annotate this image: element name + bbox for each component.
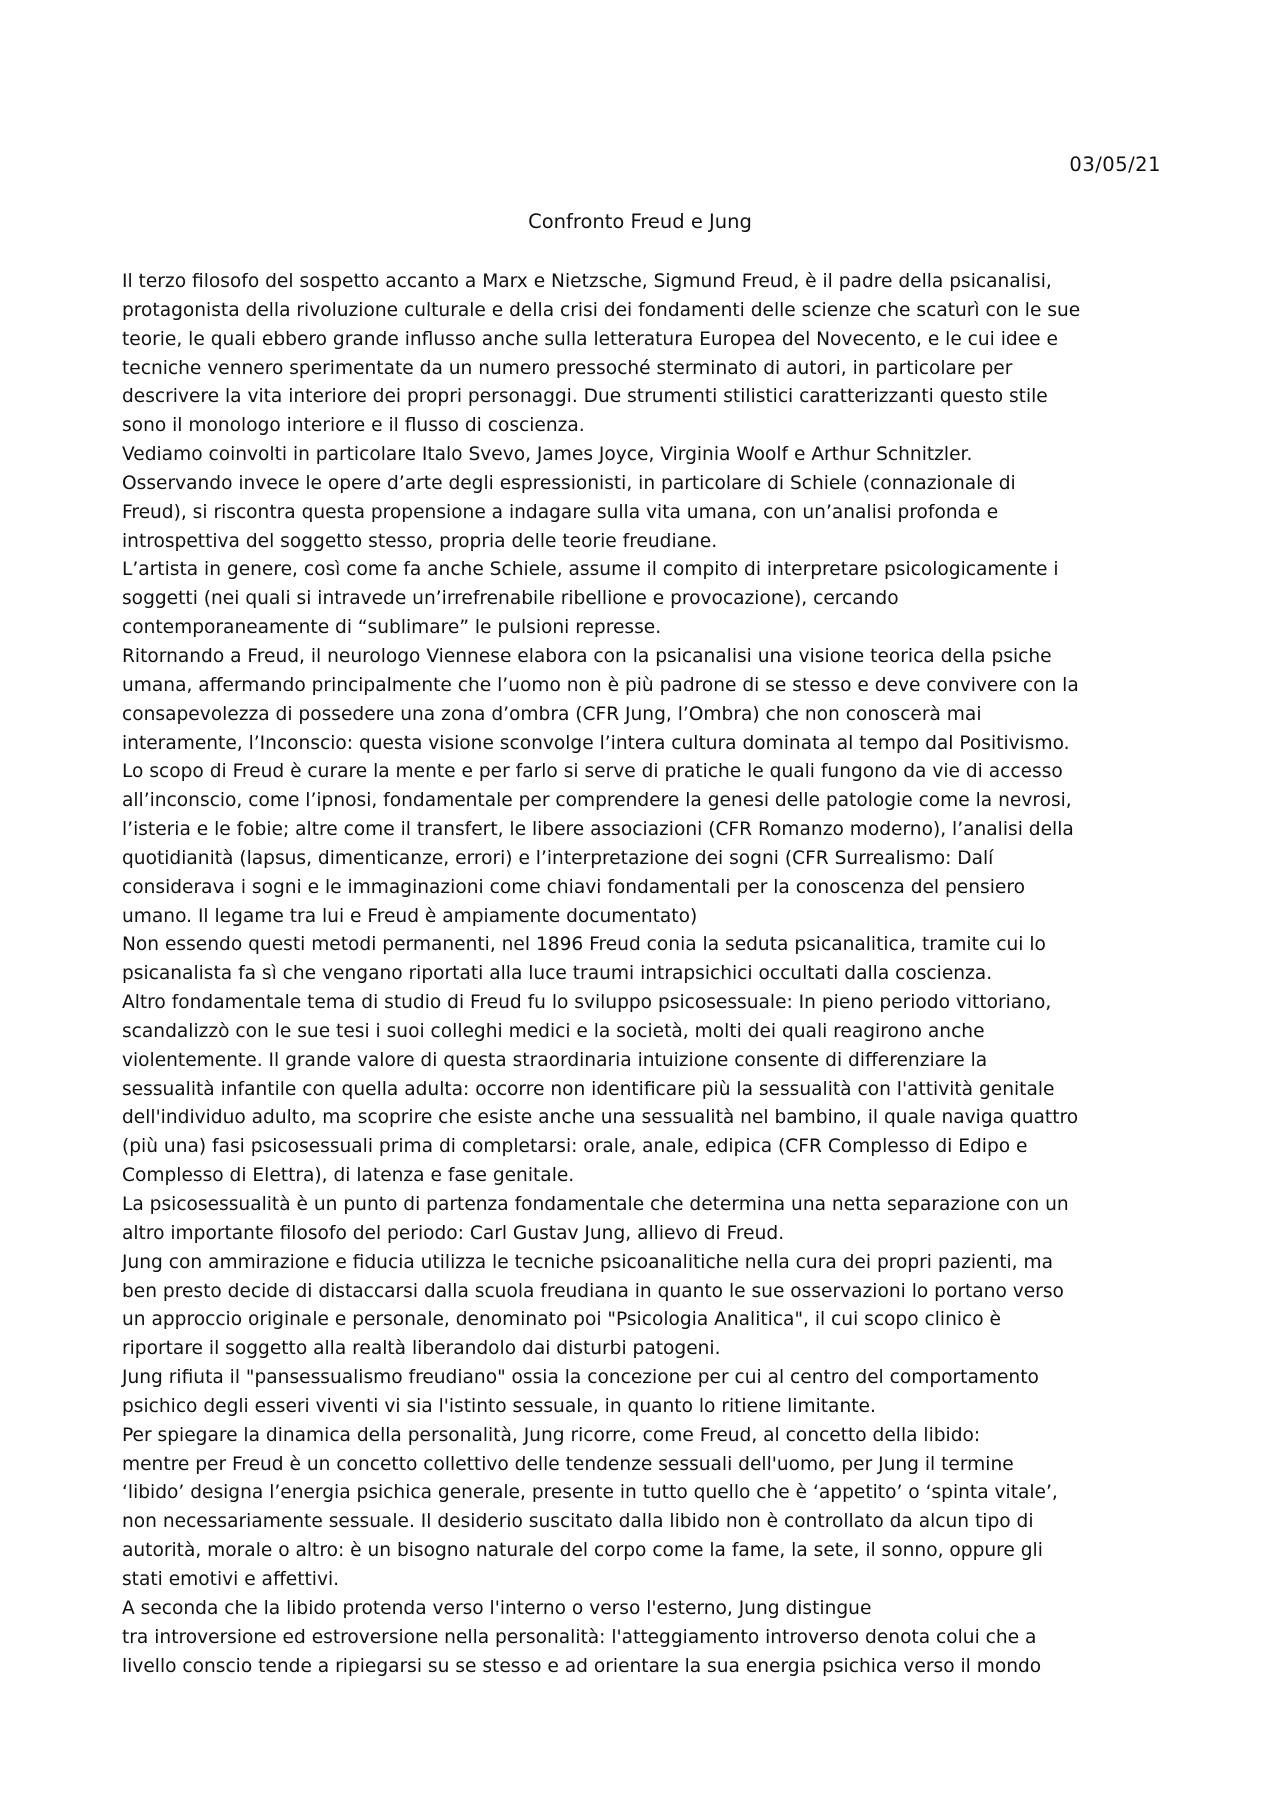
body-line: contemporaneamente di “sublimare” le pulsioni represse.	[122, 617, 662, 639]
body-line: Vediamo coinvolti in particolare Italo Svevo, James Joyce, Virginia Woolf e Arthur Schnitzler.	[122, 444, 973, 466]
body-line: Il terzo filosofo del sospetto accanto a Marx e Nietzsche, Sigmund Freud, è il padre della psicanalisi,	[122, 271, 1052, 292]
body-line: Lo scopo di Freud è curare la mente e per farlo si serve di pratiche le quali fungono da vie di accesso	[122, 761, 1063, 783]
body-line: Per spiegare la dinamica della personalità, Jung ricorre, come Freud, al concetto della libido:	[122, 1424, 981, 1446]
body-line: autorità, morale o altro: è un bisogno naturale del corpo come la fame, la sete, il sonno, oppure gli	[122, 1540, 1043, 1562]
body-line: La psicosessualità è un punto di partenza fondamentale che determina una netta separazione con un	[122, 1194, 1069, 1215]
body-line: non necessariamente sessuale. Il desiderio suscitato dalla libido non è controllato da alcun tipo di	[122, 1511, 1034, 1533]
body-line: Ritornando a Freud, il neurologo Viennese elabora con la psicanalisi una visione teorica della psiche	[122, 645, 1052, 667]
body-line: quotidianità (lapsus, dimenticanze, errori) e l’interpretazione dei sogni (CFR Surrealismo: Dalí	[122, 847, 994, 869]
body-line: tra introversione ed estroversione nella personalità: l'atteggiamento introverso denota colui che a	[122, 1626, 1037, 1648]
body-line: mentre per Freud è un concetto collettivo delle tendenze sessuali dell'uomo, per Jung il termine	[122, 1453, 1014, 1475]
body-line: ben presto decide di distaccarsi dalla scuola freudiana in quanto le sue osservazioni lo portano verso	[122, 1280, 1064, 1302]
body-line: L’artista in genere, così come fa anche Schiele, assume il compito di interpretare psicologicamente i	[122, 559, 1059, 581]
body-line: umana, affermando principalmente che l’uomo non è più padrone di se stesso e deve convivere con la	[122, 674, 1079, 696]
document-date: 03/05/21	[1069, 153, 1161, 176]
body-line: considerava i sogni e le immaginazioni come chiavi fondamentali per la conoscenza del pensiero	[122, 876, 1025, 898]
body-line: sono il monologo interiore e il flusso di coscienza.	[122, 415, 585, 437]
body-line: consapevolezza di possedere una zona d’ombra (CFR Jung, l’Ombra) che non conoscerà mai	[122, 703, 982, 725]
document-body	[122, 268, 1182, 1681]
body-line: Altro fondamentale tema di studio di Freud fu lo sviluppo psicosessuale: In pieno periodo vittoriano,	[122, 992, 1052, 1014]
body-line: all’inconscio, come l’ipnosi, fondamentale per comprendere la genesi delle patologie come la nevrosi,	[122, 790, 1072, 812]
body-line: Osservando invece le opere d’arte degli espressionisti, in particolare di Schiele (connazionale di	[122, 472, 1016, 494]
body-line: altro importante filosofo del periodo: Carl Gustav Jung, allievo di Freud.	[122, 1222, 785, 1244]
body-line: l’isteria e le fobie; altre come il transfert, le libere associazioni (CFR Romanzo moderno), l’analisi della	[122, 819, 1074, 841]
body-line: stati emotivi e affettivi.	[122, 1568, 340, 1590]
body-line: Non essendo questi metodi permanenti, nel 1896 Freud conia la seduta psicanalitica, tramite cui lo	[122, 934, 1046, 956]
body-line: scandalizzò con le sue tesi i suoi colleghi medici e la società, molti dei quali reagirono anche	[122, 1020, 985, 1042]
body-line: riportare il soggetto alla realtà liberandolo dai disturbi patogeni.	[122, 1338, 721, 1360]
document-title: Confronto Freud e Jung	[528, 210, 752, 233]
body-line: teorie, le quali ebbero grande influsso anche sulla letteratura Europea del Novecento, e le cui idee e	[122, 328, 1058, 350]
body-line: Complesso di Elettra), di latenza e fase genitale.	[122, 1165, 575, 1187]
body-line: protagonista della rivoluzione culturale e della crisi dei fondamenti delle scienze che scaturì con le sue	[122, 299, 1081, 321]
body-line: umano. Il legame tra lui e Freud è ampiamente documentato)	[122, 905, 698, 927]
body-line: Jung con ammirazione e fiducia utilizza le tecniche psicoanalitiche nella cura dei propri pazienti, ma	[122, 1251, 1054, 1273]
body-line: interamente, l’Inconscio: questa visione sconvolge l’intera cultura dominata al tempo dal Positivismo.	[122, 732, 1070, 754]
body-line: dell'individuo adulto, ma scoprire che esiste anche una sessualità nel bambino, il quale naviga quattro	[122, 1107, 1079, 1129]
body-line: psicanalista fa sì che vengano riportati alla luce traumi intrapsichici occultati dalla coscienza.	[122, 963, 993, 985]
body-line: violentemente. Il grande valore di questa straordinaria intuizione consente di differenziare la	[122, 1049, 988, 1071]
body-line: introspettiva del soggetto stesso, propria delle teorie freudiane.	[122, 530, 718, 552]
body-line: ‘libido’ designa l’energia psichica generale, presente in tutto quello che è ‘appetito’ o ‘spinta vitale’,	[122, 1482, 1058, 1504]
body-line: (più una) fasi psicosessuali prima di completarsi: orale, anale, edipica (CFR Complesso di Edipo e	[122, 1136, 1028, 1158]
body-line: Freud), si riscontra questa propensione a indagare sulla vita umana, con un’analisi profonda e	[122, 501, 999, 523]
body-line: psichico degli esseri viventi vi sia l'istinto sessuale, in quanto lo ritiene limitante.	[122, 1395, 876, 1417]
body-line: tecniche vennero sperimentate da un numero pressoché sterminato di autori, in particolare per	[122, 357, 1013, 379]
body-line: soggetti (nei quali si intravede un’irrefrenabile ribellione e provocazione), cercando	[122, 588, 899, 610]
body-line: Jung rifiuta il "pansessualismo freudiano" ossia la concezione per cui al centro del comportamento	[122, 1367, 1039, 1389]
body-line: livello conscio tende a ripiegarsi su se stesso e ad orientare la sua energia psichica verso il mondo	[122, 1655, 1042, 1677]
body-line: un approccio originale e personale, denominato poi "Psicologia Analitica", il cui scopo clinico è	[122, 1309, 1001, 1331]
body-line: A seconda che la libido protenda verso l'interno o verso l'esterno, Jung distingue	[122, 1597, 872, 1619]
body-line: descrivere la vita interiore dei propri personaggi. Due strumenti stilistici caratterizzanti questo stile	[122, 386, 1048, 408]
body-line: sessualità infantile con quella adulta: occorre non identificare più la sessualità con l'attività genitale	[122, 1078, 1055, 1100]
